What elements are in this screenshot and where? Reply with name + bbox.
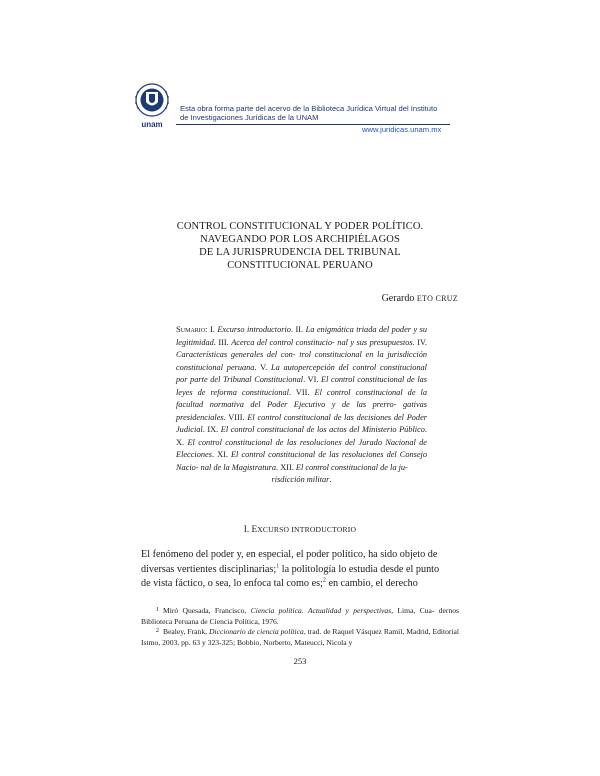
summary-item: La autopercepción del control constitucional por parte del: [176, 362, 427, 384]
footnote-ref-1[interactable]: 1: [276, 563, 280, 570]
summary-text: . II.: [290, 325, 306, 334]
section-initial: E: [251, 525, 258, 535]
body-text: en cambio, el derecho: [325, 578, 418, 590]
summary-item: El control constitucional de las: [321, 375, 428, 384]
summary-text: . VI.: [303, 375, 322, 384]
body-line: El fenómeno del poder y, en especial, el poder político, ha sido objeto de: [141, 549, 438, 560]
summary-item: Tribunal Constitucional: [223, 375, 304, 384]
summary-text: . XII.: [276, 462, 296, 472]
footnote-2: [141, 625, 459, 648]
summary-text: . IV.: [412, 337, 427, 347]
summary-text: I.: [207, 325, 218, 334]
footnote-title: Ciencia política. Actualidad y perspectivas: [250, 606, 392, 615]
logo-wordmark: unam: [141, 120, 163, 129]
summary-item: El control constitucional: [187, 437, 273, 447]
footnote-number: 2: [155, 627, 159, 634]
summary-text: . VII.: [288, 387, 315, 397]
body-text: diversas vertientes disciplinarias;: [141, 563, 277, 575]
repository-notice: [180, 104, 470, 122]
summary: [176, 323, 427, 487]
notice-line-1: Esta obra forma parte del acervo de la Biblioteca Jurídica Virtual del Instituto: [180, 104, 438, 113]
summary-item: trol constitucional en la jurisdicción constitucional peruana: [176, 350, 427, 372]
summary-text: . III.: [213, 337, 232, 347]
summary-item: El control constitucional de: [220, 425, 315, 434]
summary-item: Acerca del control constitucio-: [231, 337, 335, 347]
summary-text: . VIII.: [223, 412, 248, 422]
summary-text: .: [329, 475, 332, 484]
footnote-ref-2[interactable]: 2: [322, 577, 326, 584]
summary-text: . IX.: [202, 425, 221, 434]
summary-item: nal de la Magistratura: [200, 462, 277, 472]
title-line-1: CONTROL CONSTITUCIONAL Y PODER POLÍTICO.: [176, 221, 424, 232]
summary-text: V.: [260, 362, 271, 372]
title-line-3: DE LA JURISPRUDENCIA DEL TRIBUNAL: [199, 247, 401, 258]
footnote-text: Madrid, Editorial Istmo, 2003, pp. 63 y 323-325; Bobbio, Norberto, Mateucci, Nicola y: [141, 627, 460, 647]
footnote-text: dernos Biblioteca Peruana de Ciencia Política, 1976.: [141, 606, 459, 626]
summary-text: . X.: [176, 425, 427, 447]
summary-text: .: [254, 362, 257, 372]
title-line-4: CONSTITUCIONAL PERUANO: [227, 260, 373, 271]
footnote-text: Miró Quesada, Francisco,: [163, 606, 251, 615]
unam-shield-logo: [130, 82, 174, 130]
page-number: 253: [293, 656, 307, 666]
summary-item: gativas presidenciales: [176, 400, 427, 422]
section-number: I.: [243, 525, 252, 535]
summary-item: La enigmática triada: [305, 325, 377, 334]
article-title: [150, 220, 450, 272]
footnote-text: , trad. de Raquel Vásquez Ramil,: [303, 627, 405, 636]
title-line-2: NAVEGANDO POR LOS ARCHIPIÉLAGOS: [200, 234, 400, 245]
section-heading: [0, 525, 600, 535]
summary-item: risdicción militar: [271, 475, 330, 484]
body-text: de vista fáctico, o sea, lo enfoca tal como es;: [141, 578, 323, 590]
summary-item: decisiones del Poder Judicial: [176, 412, 427, 434]
summary-item: de la facultad normativa del Poder Ejecutivo y de las prerro-: [176, 387, 427, 409]
body-paragraph: [141, 548, 459, 592]
summary-item: El control constitucional de las: [247, 412, 354, 422]
section-title-rest: XCURSO INTRODUCTORIO: [257, 525, 357, 534]
site-url-link[interactable]: www.juridicas.unam.mx: [362, 125, 442, 134]
notice-line-2: de Investigaciones Jurídicas de la UNAM: [180, 113, 319, 122]
summary-last-line: [176, 474, 427, 487]
summary-item: Características generales del con-: [176, 350, 296, 359]
summary-lead: Sumario:: [176, 324, 208, 334]
summary-item: del poder y su legitimidad: [176, 325, 428, 347]
footnote-text: Bealey, Frank,: [163, 627, 209, 636]
footnote-number: 1: [155, 606, 159, 613]
body-line: [141, 577, 459, 592]
summary-item: los actos del Ministerio Público: [316, 425, 425, 434]
body-line: [141, 563, 459, 578]
summary-item: El control constitucional: [314, 387, 403, 397]
footnote-text: , Lima, Cua-: [391, 606, 435, 615]
summary-item: control constitucional de las resoluciones del Consejo Nacio-: [176, 450, 427, 472]
summary-item: nal y sus presupuestos: [337, 337, 413, 347]
summary-item: Excurso introductorio: [217, 325, 291, 334]
footnote-1: [141, 604, 459, 627]
author: [382, 293, 458, 304]
summary-item: leyes de reforma constitucional: [176, 387, 289, 397]
body-text: la politología lo estudia desde el punto: [279, 563, 440, 575]
summary-item: El control constitucional de la ju-: [295, 462, 408, 472]
author-last-name: ETO CRUZ: [416, 294, 458, 303]
summary-text: . XI.: [211, 450, 231, 459]
summary-item: El: [230, 450, 239, 459]
author-first-name: Gerardo: [381, 293, 415, 304]
summary-item: de las resoluciones del Jurado Nacional de Elecciones: [176, 437, 427, 459]
footnote-title: Diccionario de ciencia política: [209, 627, 304, 636]
